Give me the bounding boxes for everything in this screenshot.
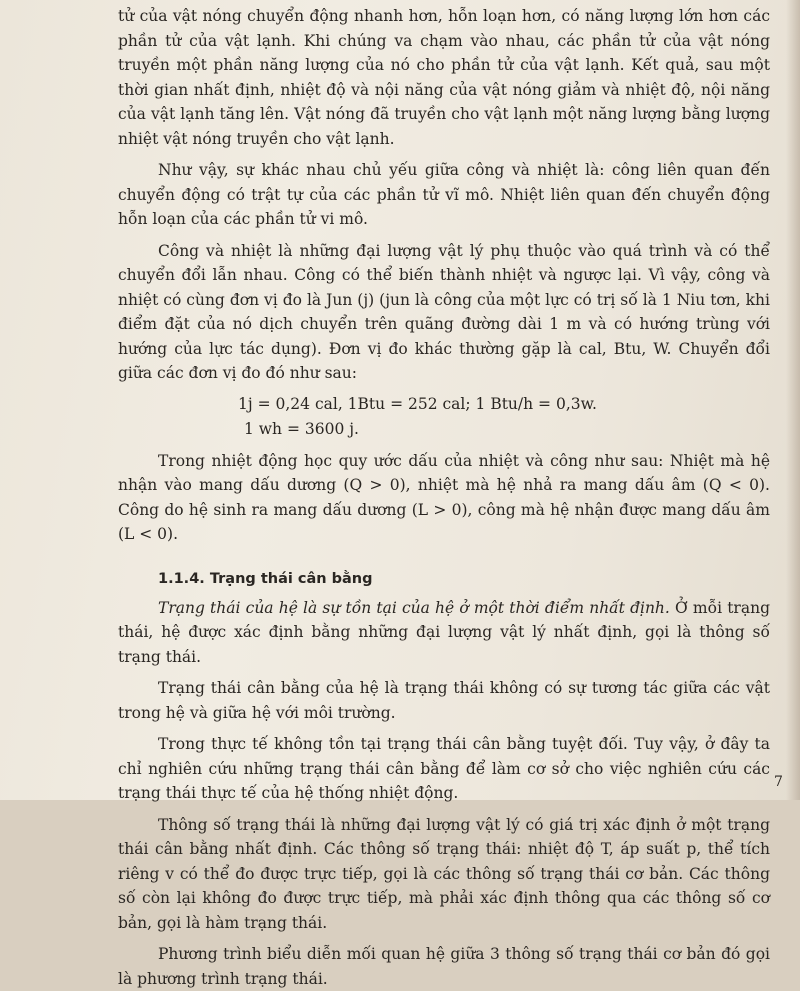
text-column — [118, 4, 770, 991]
formula-line-2: 1 wh = 3600 j. — [244, 419, 359, 438]
paragraph-2: Như vậy, sự khác nhau chủ yếu giữa công và nhiệt là: công liên quan đến chuyển động có trật tự của các phần tử vĩ mô. Nhiệt liên quan đến chuyển động hỗn loạn của các phần tử vi mô. — [118, 161, 770, 228]
section-heading: 1.1.4. Trạng thái cân bằng — [158, 570, 373, 587]
paragraph-1: tử của vật nóng chuyển động nhanh hơn, hỗn loạn hơn, có năng lượng lớn hơn các phần tử của vật lạnh. Khi chúng va chạm vào nhau, các phần tử của vật nóng truyền một phần năng lượng của nó cho phần tử của vật lạnh. Kết quả, sau một thời gian nhất định, nhiệt độ và nội năng của vật nóng giảm và nhiệt độ, nội năng của vật lạnh tăng lên. Vật nóng đã truyền cho vật lạnh một năng lượng bằng lượng nhiệt vật nóng truyền cho vật lạnh. — [118, 7, 770, 148]
paragraph-4: Trong nhiệt động học quy ước dấu của nhiệt và công như sau: Nhiệt mà hệ nhận vào mang dấu dương (Q > 0), nhiệt mà hệ nhả ra mang dấu âm (Q < 0). Công do hệ sinh ra mang dấu dương (L > 0), công mà hệ nhận được mang dấu âm (L < 0). — [118, 451, 770, 543]
paragraph-9: Phương trình biểu diễn mối quan hệ giữa 3 thông số trạng thái cơ bản đó gọi là phương trình trạng thái. — [118, 945, 770, 988]
paragraph-6: Trạng thái cân bằng của hệ là trạng thái không có sự tương tác giữa các vật trong hệ và giữa hệ với môi trường. — [118, 679, 770, 722]
unit-conversion-formulas — [238, 392, 770, 442]
paragraph-5 — [118, 596, 770, 670]
formula-line-1: 1j = 0,24 cal, 1Btu = 252 cal; 1 Btu/h = 0,3w. — [238, 394, 597, 413]
page-number: 7 — [774, 774, 783, 790]
paragraph-8: Thông số trạng thái là những đại lượng vật lý có giá trị xác định ở một trạng thái cân bằng nhất định. Các thông số trạng thái: nhiệt độ T, áp suất p, thể tích riêng v có thể đo được trực tiếp, gọi là các thông số trạng thái cơ bản. Các thông số còn lại không đo được trực tiếp, mà phải xác định thông qua các thông số cơ bản, gọi là hàm trạng thái. — [118, 815, 770, 932]
paragraph-7: Trong thực tế không tồn tại trạng thái cân bằng tuyệt đối. Tuy vậy, ở đây ta chỉ nghiên cứu những trạng thái cân bằng để làm cơ sở cho việc nghiên cứu các trạng thái thực tế của hệ thống nhiệt động. — [118, 735, 770, 802]
page-edge-shadow — [786, 0, 800, 800]
paragraph-5-rest: Ở mỗi trạng thái, hệ được xác định bằng những đại lượng vật lý nhất định, gọi là thông số trạng thái. — [118, 598, 770, 666]
paragraph-3: Công và nhiệt là những đại lượng vật lý phụ thuộc vào quá trình và có thể chuyển đổi lẫn nhau. Công có thể biến thành nhiệt và ngược lại. Vì vậy, công và nhiệt có cùng đơn vị đo là Jun (j) (jun là công của một lực có trị số là 1 Niu tơn, khi điểm đặt của nó dịch chuyển trên quãng đường dài 1 m và có hướng trùng với hướng của lực tác dụng). Đơn vị đo khác thường gặp là cal, Btu, W. Chuyển đổi giữa các đơn vị đo đó như sau: — [118, 241, 770, 382]
definition-italic: Trạng thái của hệ là sự tồn tại của hệ ở một thời điểm nhất định. — [158, 598, 670, 617]
